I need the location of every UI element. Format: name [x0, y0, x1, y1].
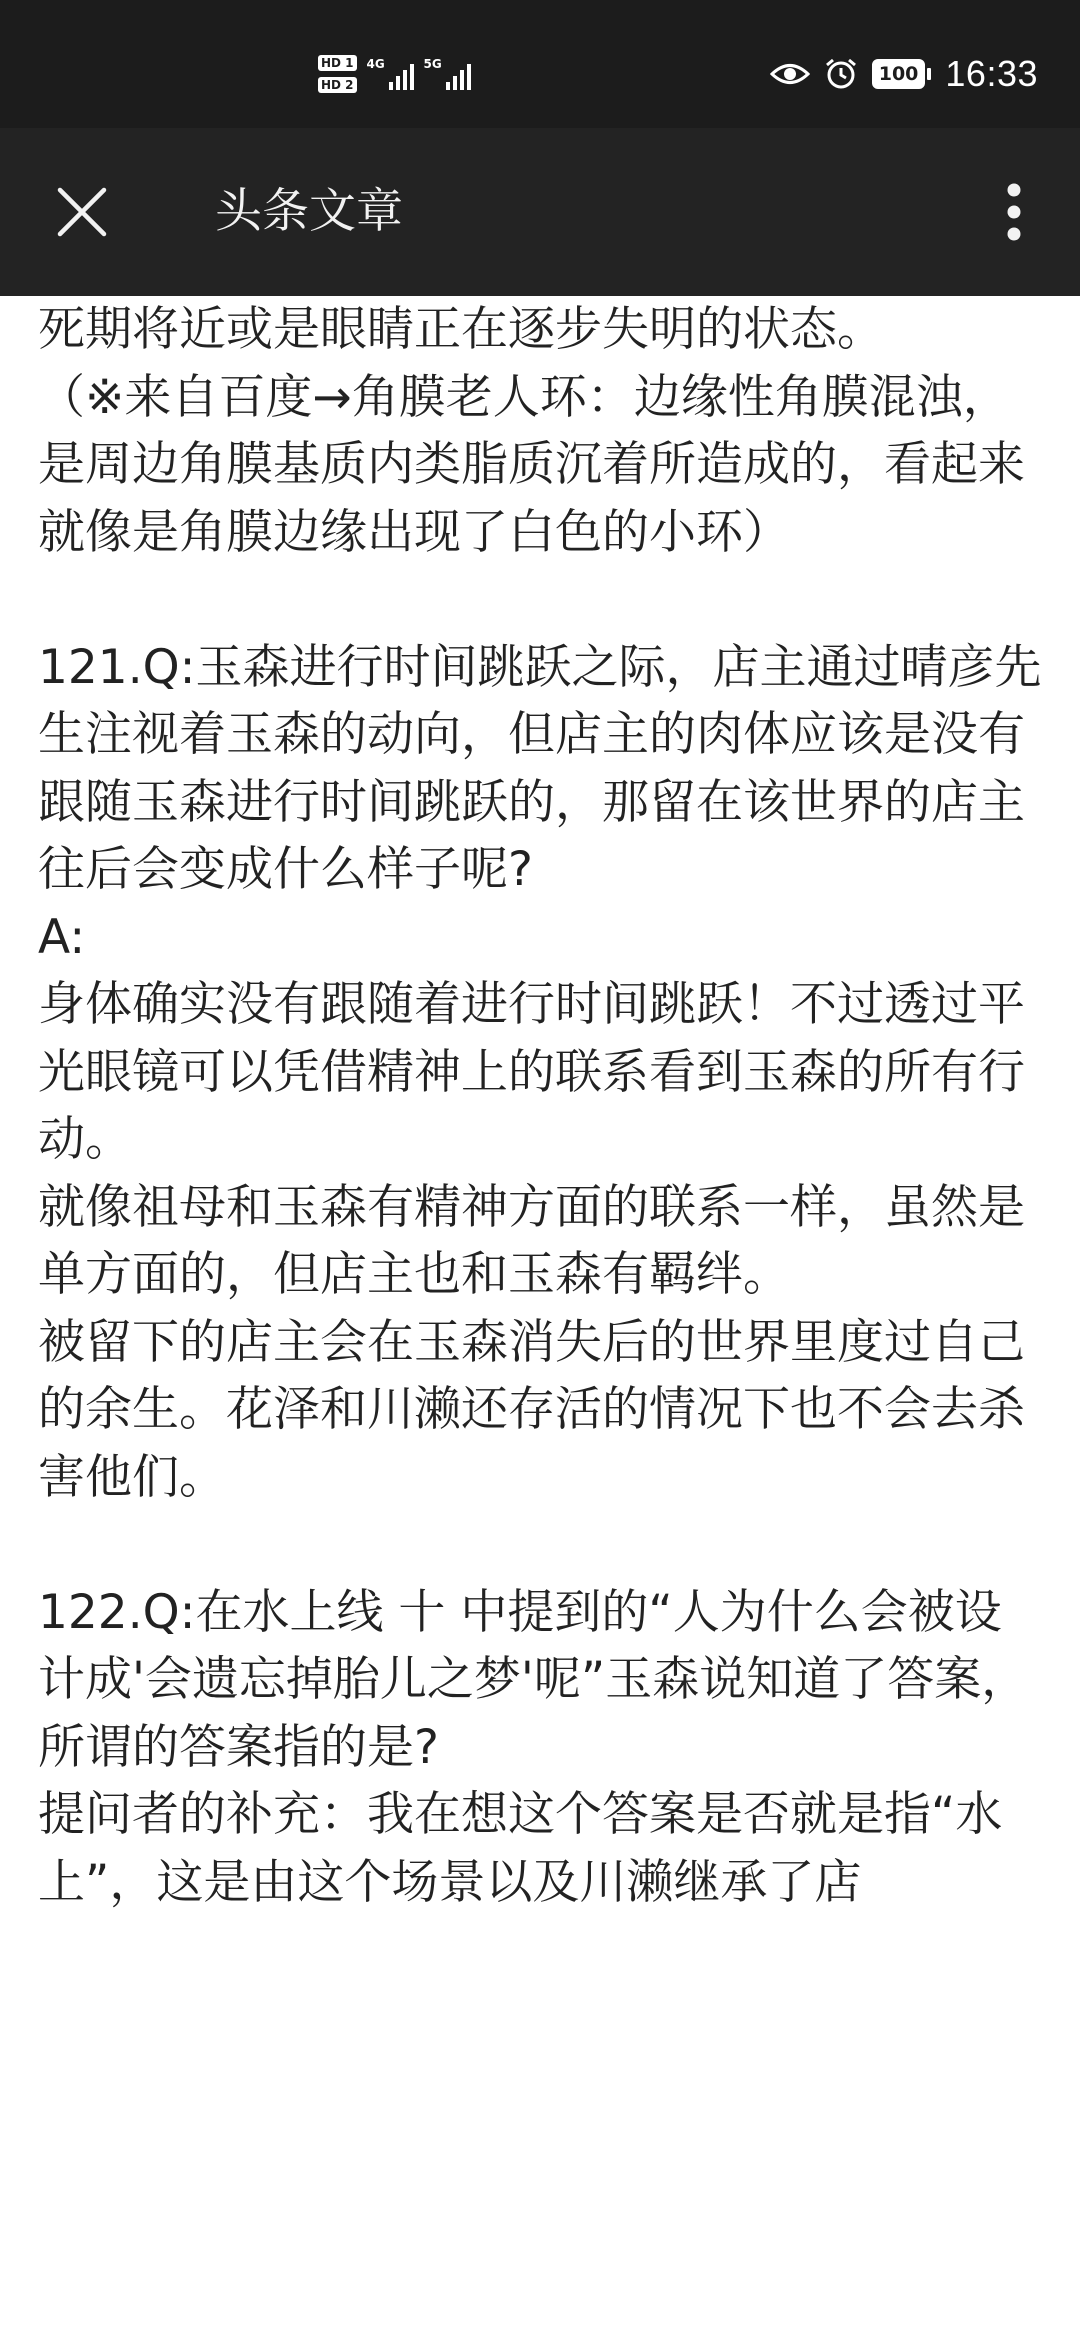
alarm-icon — [824, 57, 858, 91]
network-indicators — [318, 46, 471, 102]
close-icon — [56, 186, 108, 238]
article-paragraph: 就像祖母和玉森有精神方面的联系一样，虽然是单方面的，但店主也和玉森有羁绊。 — [38, 1179, 1025, 1302]
article-paragraph: 提问者的补充：我在想这个答案是否就是指“水上”，这是由这个场景以及川濑继承了店 — [38, 1787, 1003, 1910]
sim2-indicator: HD 2 — [318, 77, 357, 93]
paragraph-spacer — [38, 1511, 1048, 1579]
more-button[interactable] — [994, 178, 1034, 246]
app-bar — [0, 128, 1080, 296]
article-paragraph: 死期将近或是眼睛正在逐步失明的状态。 — [38, 302, 884, 357]
article-paragraph: 122.Q:在水上线 十 中提到的“人为什么会被设计成'会遗忘掉胎儿之梦'呢”玉森说知道了答案，所谓的答案指的是? — [38, 1584, 1029, 1775]
article-paragraph: 身体确实没有跟随着进行时间跳跃！不过透过平光眼镜可以凭借精神上的联系看到玉森的所有行动。 — [38, 977, 1025, 1167]
page-title: 头条文章 — [215, 184, 403, 239]
article-paragraph: （※来自百度→角膜老人环：边缘性角膜混浊，是周边角膜基质内类脂质沉着所造成的，看起来就像是角膜边缘出现了白色的小环） — [38, 369, 1025, 560]
more-vert-icon — [1006, 182, 1022, 242]
article-body[interactable] — [38, 296, 1048, 2340]
signal-icon-2: 5G — [424, 58, 471, 90]
close-button[interactable] — [48, 178, 116, 246]
signal-icon-1: 4G — [367, 58, 414, 90]
status-bar — [0, 0, 1080, 128]
article-paragraph: 121.Q:玉森进行时间跳跃之际，店主通过晴彦先生注视着玉森的动向，但店主的肉体应该是没有跟随玉森进行时间跳跃的，那留在该世界的店主往后会变成什么样子呢? — [38, 639, 1042, 897]
eye-icon — [770, 59, 810, 89]
battery-icon: 100 — [872, 59, 932, 89]
clock: 16:33 — [945, 53, 1038, 94]
sim1-indicator: HD 1 — [318, 55, 357, 71]
paragraph-spacer — [38, 566, 1048, 634]
article-paragraph: A: — [38, 909, 86, 965]
status-right — [770, 52, 1038, 96]
article-paragraph: 被留下的店主会在玉森消失后的世界里度过自己的余生。花泽和川濑还存活的情况下也不会去杀害他们。 — [38, 1314, 1025, 1505]
